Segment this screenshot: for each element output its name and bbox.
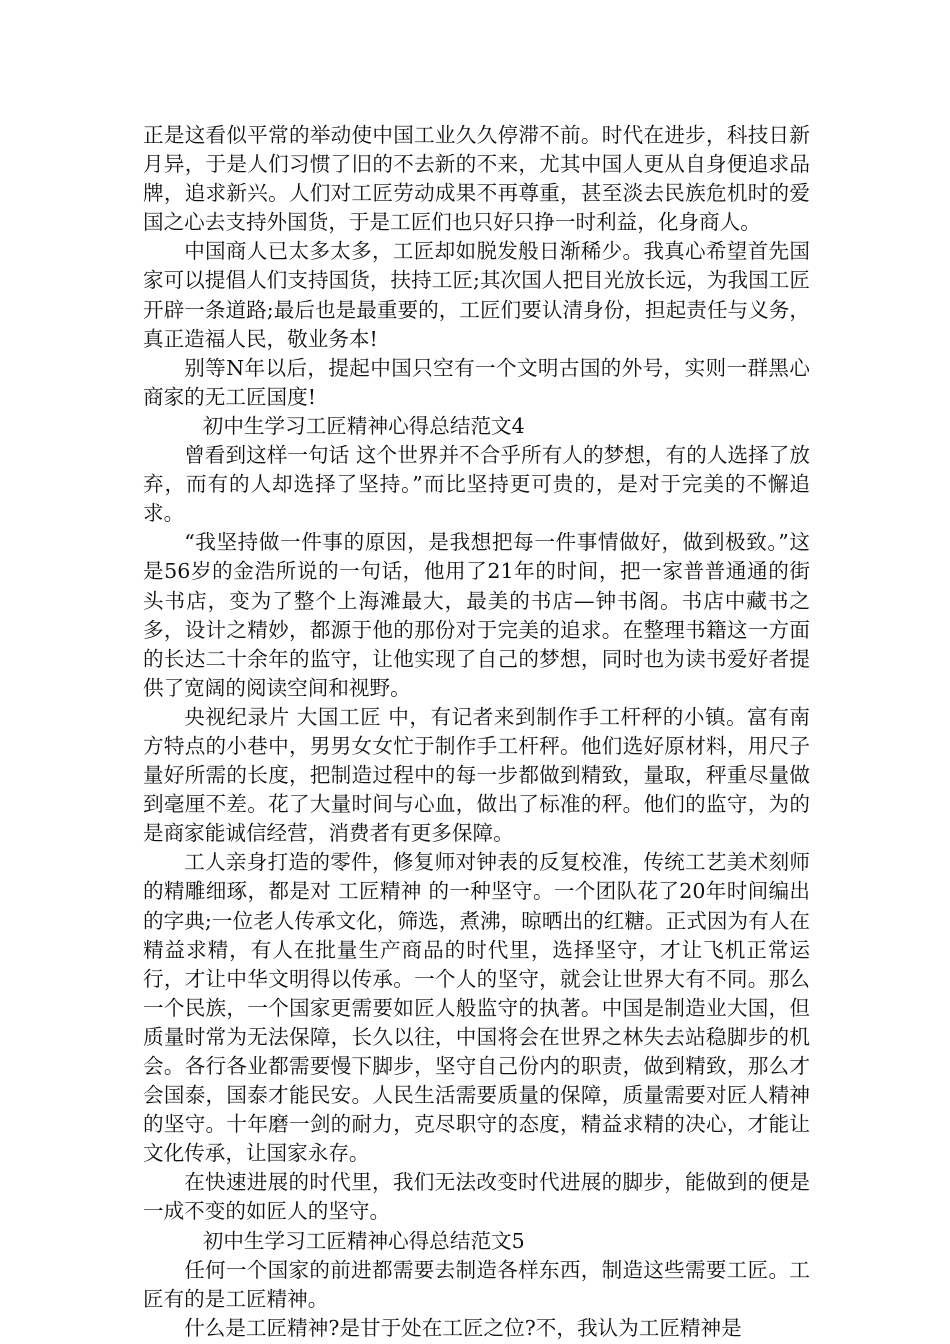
paragraph-6: 央视纪录片 大国工匠 中，有记者来到制作手工杆秤的小镇。富有南方特点的小巷中，男男女女忙于制作手工杆秤。他们选好原材料，用尺子量好所需的长度，把制造过程中的每一步都做到精致，量取，秤重尽量做到毫厘不差。花了大量时间与心血，做出了标准的秤。他们的监守，为的是商家能诚信经营，消费者有更多保障。: [143, 704, 810, 846]
paragraph-10: 什么是工匠精神?是甘于处在工匠之位?不，我认为工匠精神是: [184, 1315, 742, 1340]
paragraph-5: “我坚持做一件事的原因，是我想把每一件事情做好，做到极致。”这是56岁的金浩所说的一句话，他用了21年的时间，把一家普普通通的街头书店，变为了整个上海滩最大，最美的书店—钟书阁。书店中藏书之多，设计之精妙，都源于他的那份对于完美的追求。在整理书籍这一方面的长达二十余年的监守，让他实现了自己的梦想，同时也为读书爱好者提供了宽阔的阅读空间和视野。: [143, 530, 810, 700]
paragraph-1: 正是这看似平常的举动使中国工业久久停滞不前。时代在进步，科技日新月异，于是人们习惯了旧的不去新的不来，尤其中国人更从自身便追求品牌，追求新兴。人们对工匠劳动成果不再尊重，甚至淡去民族危机时的爱国之心去支持外国货，于是工匠们也只好只挣一时利益，化身商人。: [143, 123, 810, 235]
paragraph-9: 任何一个国家的前进都需要去制造各样东西，制造这些需要工匠。工匠有的是工匠精神。: [143, 1257, 810, 1311]
document-page: [143, 121, 810, 1343]
paragraph-7: 工人亲身打造的零件，修复师对钟表的反复校准，传统工艺美术刻师的精雕细琢，都是对 工匠精神 的一种坚守。一个团队花了20年时间编出的字典;一位老人传承文化，筛选，煮沸，晾晒出的红糖。正式因为有人在精益求精，有人在批量生产商品的时代里，选择坚守，才让飞机正常运行，才让中华文明得以传承。一个人的坚守，就会让世界大有不同。那么一个民族，一个国家更需要如匠人般监守的执著。中国是制造业大国，但质量时常为无法保障，长久以往，中国将会在世界之林失去站稳脚步的机会。各行各业都需要慢下脚步，坚守自己份内的职责，做到精致，那么才会国泰，国泰才能民安。人民生活需要质量的保障，质量需要对匠人精神的坚守。十年磨一剑的耐力，克尽职守的态度，精益求精的决心，才能让文化传承，让国家永存。: [143, 850, 810, 1166]
section-heading-5: 初中生学习工匠精神心得总结范文5: [202, 1228, 525, 1253]
paragraph-4: 曾看到这样一句话 这个世界并不合乎所有人的梦想，有的人选择了放弃，而有的人却选择了坚持。”而比坚持更可贵的，是对于完美的不懈追求。: [143, 443, 810, 526]
paragraph-2: 中国商人已太多太多，工匠却如脱发般日渐稀少。我真心希望首先国家可以提倡人们支持国货，扶持工匠;其次国人把目光放长远，为我国工匠开辟一条道路;最后也是最重要的，工匠们要认清身份，担起责任与义务，真正造福人民，敬业务本!: [143, 239, 810, 351]
paragraph-3: 别等N年以后，提起中国只空有一个文明古国的外号，实则一群黑心商家的无工匠国度!: [143, 355, 810, 409]
section-heading-4: 初中生学习工匠精神心得总结范文4: [202, 413, 525, 438]
paragraph-8: 在快速进展的时代里，我们无法改变时代进展的脚步，能做到的便是一成不变的如匠人的坚守。: [143, 1170, 810, 1224]
